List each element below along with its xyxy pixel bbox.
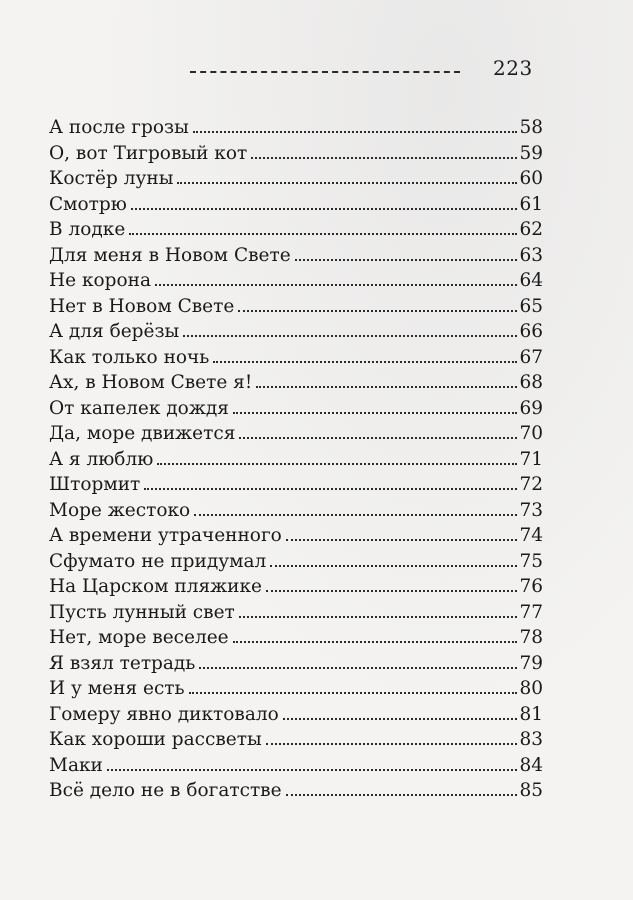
toc-entry-title: А я люблю: [49, 448, 154, 470]
toc-entry: [49, 370, 543, 396]
toc-entry-title: Костёр луны: [49, 168, 174, 189]
toc-entry-page: 70: [519, 423, 543, 444]
toc-entry-title: Как только ночь: [49, 346, 210, 368]
toc-dot-leader: [286, 539, 518, 541]
header-rule: [190, 71, 460, 73]
toc-entry-page: 73: [519, 499, 543, 521]
toc-entry: [49, 268, 543, 294]
toc-dot-leader: [183, 335, 517, 337]
toc-entry-page: 67: [519, 346, 543, 368]
toc-entry: [49, 498, 543, 524]
toc-entry-page: 77: [519, 601, 543, 623]
toc-entry: [49, 727, 543, 753]
toc-entry-page: 60: [519, 168, 543, 189]
toc-entry-title: И у меня есть: [49, 678, 185, 699]
toc-dot-leader: [129, 233, 517, 235]
toc-entry: [49, 600, 543, 626]
toc-entry-title: Для меня в Новом Свете: [49, 244, 291, 266]
toc-dot-leader: [295, 259, 518, 261]
toc-entry-page: 65: [519, 295, 543, 317]
toc-dot-leader: [238, 310, 517, 312]
toc-dot-leader: [189, 692, 518, 694]
toc-entry-title: Сфумато не придумал: [49, 550, 267, 572]
toc-entry-page: 63: [519, 244, 543, 266]
toc-entry-title: О, вот Тигровый кот: [49, 142, 248, 164]
toc-dot-leader: [177, 182, 517, 184]
toc-entry-page: 62: [519, 219, 543, 240]
toc-entry-page: 58: [519, 117, 543, 138]
toc-dot-leader: [270, 565, 517, 567]
toc-entry-title: Смотрю: [49, 193, 127, 215]
toc-entry: [49, 523, 543, 549]
toc-entry: [49, 421, 543, 447]
toc-entry: [49, 753, 543, 779]
toc-entry: [49, 217, 543, 243]
toc-entry-title: Нет в Новом Свете: [49, 295, 235, 317]
toc-entry: [49, 141, 543, 167]
toc-entry-title: А для берёзы: [49, 321, 180, 342]
toc-entry-page: 79: [519, 652, 543, 674]
toc-entry-page: 68: [519, 372, 543, 393]
toc-entry-page: 59: [519, 142, 543, 164]
toc-dot-leader: [266, 743, 518, 745]
toc-entry-title: Как хороши рассветы: [49, 729, 262, 750]
toc-entry: [49, 574, 543, 600]
toc-entry: [49, 115, 543, 141]
table-of-contents: [49, 115, 543, 804]
toc-entry-page: 74: [519, 525, 543, 546]
toc-entry: [49, 625, 543, 651]
toc-entry-page: 81: [519, 703, 543, 725]
toc-entry-title: А после грозы: [49, 117, 189, 138]
toc-entry: [49, 472, 543, 498]
toc-entry-title: Всё дело не в богатстве: [49, 780, 282, 801]
toc-dot-leader: [155, 284, 517, 286]
toc-entry: [49, 778, 543, 804]
toc-dot-leader: [283, 718, 518, 720]
toc-entry-page: 80: [519, 678, 543, 699]
toc-dot-leader: [266, 590, 517, 592]
toc-entry-title: В лодке: [49, 219, 126, 240]
toc-dot-leader: [131, 208, 518, 210]
toc-dot-leader: [193, 131, 518, 133]
toc-dot-leader: [233, 641, 518, 643]
toc-entry-page: 66: [519, 321, 543, 342]
toc-entry-page: 64: [519, 270, 543, 291]
toc-entry-page: 76: [519, 576, 543, 597]
toc-entry-title: Штормит: [49, 474, 141, 495]
toc-entry-page: 83: [519, 729, 543, 750]
page-number: 223: [493, 56, 533, 80]
toc-dot-leader: [107, 769, 518, 771]
toc-entry-title: Пусть лунный свет: [49, 601, 235, 623]
toc-entry-page: 78: [519, 627, 543, 648]
toc-entry-title: Маки: [49, 754, 103, 776]
toc-entry: [49, 319, 543, 345]
toc-entry-page: 61: [519, 193, 543, 215]
toc-dot-leader: [239, 616, 518, 618]
toc-entry-title: Да, море движется: [49, 423, 236, 444]
toc-dot-leader: [239, 437, 517, 439]
toc-entry: [49, 243, 543, 269]
toc-dot-leader: [256, 386, 517, 388]
toc-entry: [49, 447, 543, 473]
toc-dot-leader: [199, 667, 517, 669]
toc-entry: [49, 651, 543, 677]
toc-entry-page: 72: [519, 474, 543, 495]
toc-entry: [49, 294, 543, 320]
toc-entry-title: Нет, море веселее: [49, 627, 229, 648]
toc-dot-leader: [194, 514, 517, 516]
toc-entry-title: На Царском пляжике: [49, 576, 262, 597]
toc-entry-title: Я взял тетрадь: [49, 652, 196, 674]
toc-entry-title: А времени утраченного: [49, 525, 282, 546]
toc-entry-page: 69: [519, 397, 543, 419]
toc-entry: [49, 345, 543, 371]
toc-dot-leader: [157, 463, 517, 465]
toc-entry: [49, 166, 543, 192]
toc-entry: [49, 396, 543, 422]
toc-dot-leader: [233, 412, 518, 414]
toc-dot-leader: [286, 794, 518, 796]
toc-entry-page: 85: [519, 780, 543, 801]
toc-dot-leader: [251, 157, 517, 159]
toc-entry: [49, 192, 543, 218]
toc-entry-page: 84: [519, 754, 543, 776]
toc-entry-title: Ах, в Новом Свете я!: [49, 372, 253, 393]
toc-dot-leader: [144, 488, 517, 490]
toc-entry-title: От капелек дождя: [49, 397, 229, 419]
toc-entry-page: 75: [519, 550, 543, 572]
toc-entry-title: Море жестоко: [49, 499, 191, 521]
toc-entry: [49, 676, 543, 702]
toc-entry-page: 71: [519, 448, 543, 470]
toc-entry-title: Не корона: [49, 270, 152, 291]
toc-dot-leader: [213, 361, 517, 363]
toc-entry: [49, 702, 543, 728]
toc-entry-title: Гомеру явно диктовало: [49, 703, 279, 725]
toc-entry: [49, 549, 543, 575]
